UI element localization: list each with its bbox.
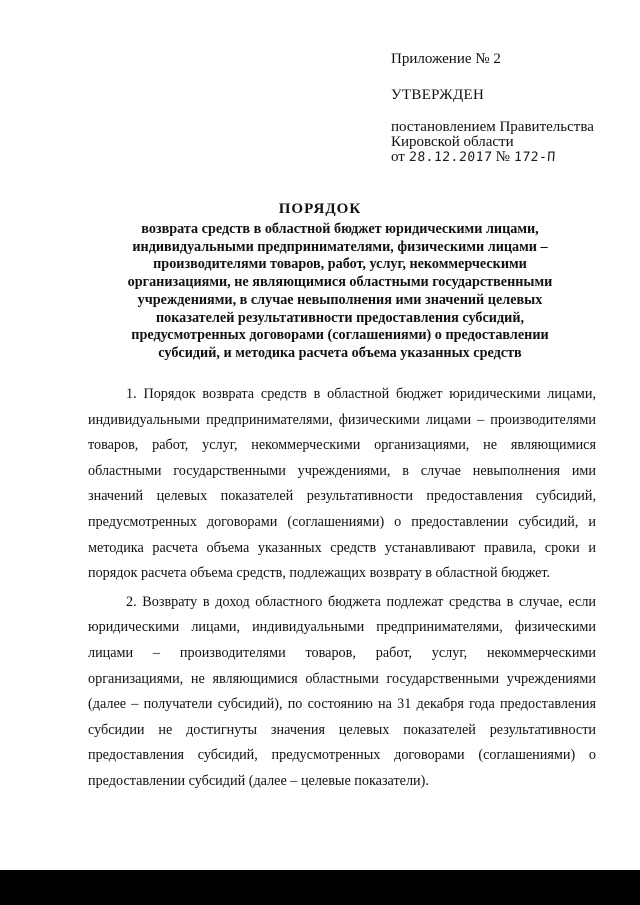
number-sign: № [495, 149, 510, 165]
paragraph-2: 2. Возврату в доход областного бюджета подлежат средства в случае, если юридическими лицами, индивидуальными предпринимателями, физическими лицами – производителями товаров, работ, услуг, некоммерческими организациями, не являющимися областными государственными учреждениями (далее – получатели субсидий), по состоянию на 31 декабря года предоставления субсидии не достигнуты значения целевых показателей результативности предоставления субсидий, предусмотренных договорами (соглашениями) о предоставлении субсидий (далее – целевые показатели). [88, 593, 596, 789]
decree-line-2: Кировской области [391, 134, 514, 150]
decree-date-handwritten: 28.12.2017 [408, 150, 493, 165]
document-body [88, 382, 596, 798]
document-title: ПОРЯДОК [278, 201, 362, 217]
decree-line-1: постановлением Правительства [391, 119, 594, 135]
decree-number-handwritten: 172-П [513, 150, 556, 165]
approved-stamp-text: УТВЕРЖДЕН [391, 87, 485, 103]
document-subtitle: возврата средств в областной бюджет юридическими лицами, индивидуальными предпринимателями, физическими лицами – производителями товаров, работ, услуг, некоммерческими организациями, не являющимися областными государственными учреждениями, в случае невыполнения ими значений целевых показателей результативности предоставления субсидий, предусмотренных договорами (соглашениями) о предоставлении субсидий, и методика расчета объема указанных средств [127, 221, 553, 361]
decree-date-row [391, 150, 626, 165]
appendix-label: Приложение № 2 [391, 51, 501, 67]
decree-reference [391, 120, 626, 165]
paragraph-1: 1. Порядок возврата средств в областной бюджет юридическими лицами, индивидуальными предпринимателями, физическими лицами – производителями товаров, работ, услуг, некоммерческими организациями, не являющимися областными государственными учреждениями, в случае невыполнения ими значений целевых показателей результативности предоставления субсидий, предусмотренных договорами (соглашениями) о предоставлении субсидий, и методика расчета объема указанных средств устанавливают правила, сроки и порядок расчета объема средств, подлежащих возврату в областной бюджет. [88, 386, 596, 582]
date-prefix: от [391, 149, 405, 165]
scan-bottom-edge [0, 870, 640, 905]
